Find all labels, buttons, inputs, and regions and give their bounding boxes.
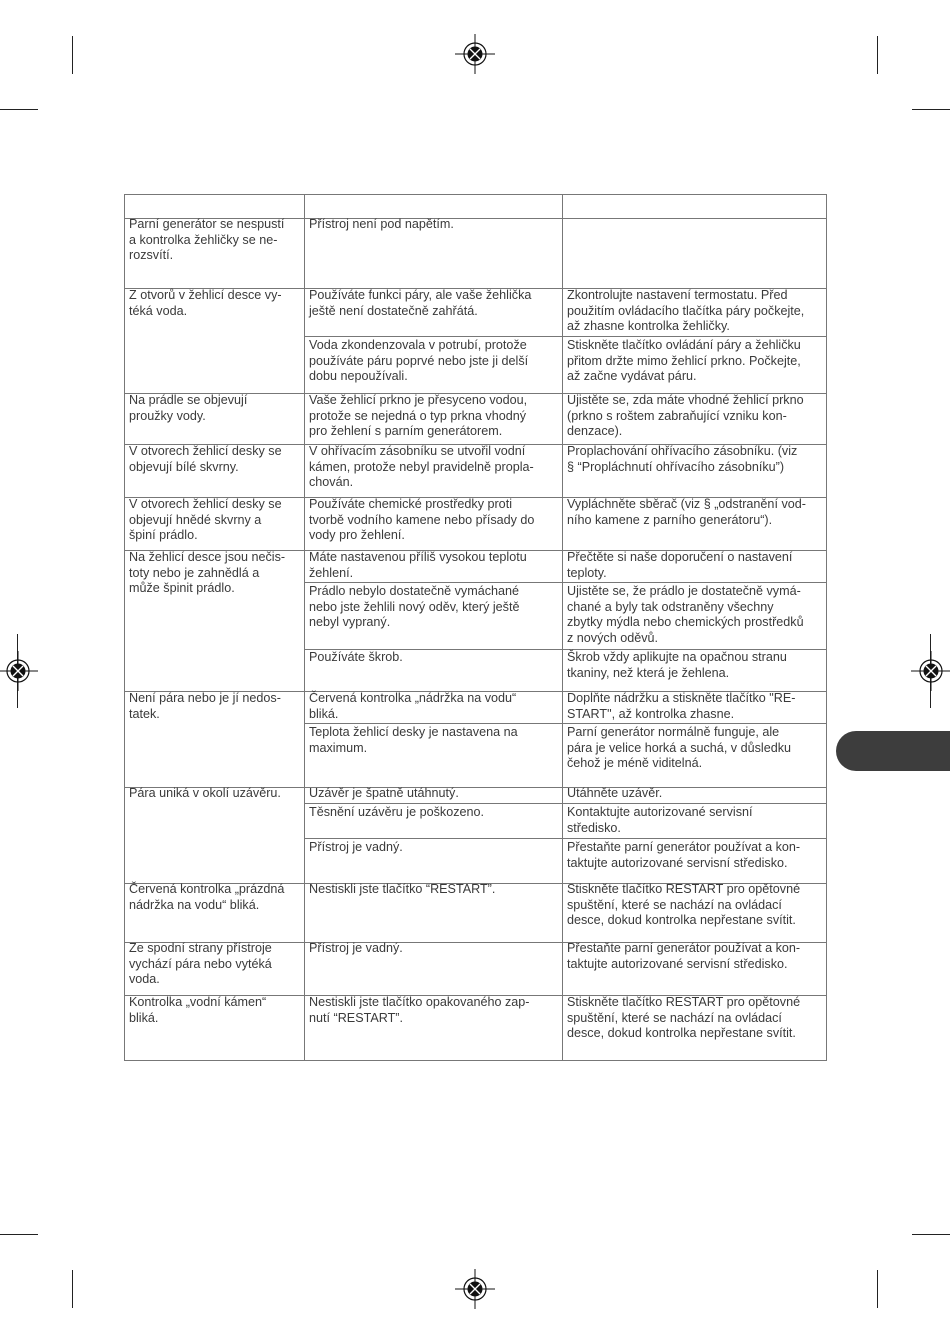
crop-mark <box>912 109 950 110</box>
solution-cell: Škrob vždy aplikujte na opačnou stranu tkaniny, než která je žehlena. <box>567 650 787 680</box>
problem-cell: Pára uniká v okolí uzávěru. <box>129 786 281 800</box>
problem-cell: Červená kontrolka „prázdná nádržka na vodu“ bliká. <box>129 882 285 912</box>
cause-cell: Máte nastavenou příliš vysokou teplotu žehlení. <box>309 550 527 580</box>
problem-cell: Z otvorů v žehlicí desce vy- téká voda. <box>129 288 282 318</box>
solution-cell: Přečtěte si naše doporučení o nastavení teploty. <box>567 550 793 580</box>
solution-cell: Ujistěte se, zda máte vhodné žehlicí prkno (prkno s roštem zabraňující vzniku kon- denzace). <box>567 393 804 439</box>
cause-cell: Používáte funkci páry, ale vaše žehlička ještě není dostatečně zahřátá. <box>309 288 532 318</box>
solution-cell: Stiskněte tlačítko RESTART pro opětovné spuštění, které se nachází na ovládací desce, dokud kontrolka nepřestane svítit. <box>567 882 801 928</box>
subrow-divider <box>304 838 826 839</box>
problem-cell: V otvorech žehlicí desky se objevují hnědé skvrny a špiní prádlo. <box>129 497 282 543</box>
cause-cell: Uzávěr je špatně utáhnutý. <box>309 786 459 800</box>
subrow-divider <box>304 336 826 337</box>
cause-cell: Nestiskli jste tlačítko “RESTART”. <box>309 882 496 896</box>
solution-cell: Vypláchněte sběrač (viz § „odstranění vod- ního kamene z parního generátoru“). <box>567 497 806 527</box>
solution-cell: Přestaňte parní generátor používat a kon- taktujte autorizované servisní středisko. <box>567 840 801 870</box>
cause-cell: Teplota žehlicí desky je nastavena na maximum. <box>309 725 518 755</box>
cause-cell: Vaše žehlicí prkno je přesyceno vodou, protože se nejedná o typ prkna vhodný pro žehlení s parním generátorem. <box>309 393 528 439</box>
registration-mark-icon <box>455 34 495 74</box>
crop-mark <box>912 1234 950 1235</box>
cause-cell: Těsnění uzávěru je poškozeno. <box>309 805 485 819</box>
problem-cell: V otvorech žehlicí desky se objevují bílé skvrny. <box>129 444 282 474</box>
problem-cell: Na prádle se objevují proužky vody. <box>129 393 248 423</box>
problem-cell: Není pára nebo je jí nedos- tatek. <box>129 691 281 721</box>
column-divider <box>304 195 305 1060</box>
cause-cell: Přístroj je vadný. <box>309 941 403 955</box>
troubleshooting-table <box>124 194 827 1061</box>
crop-mark <box>72 1270 73 1308</box>
solution-cell: Doplňte nádržku a stiskněte tlačítko "RE- START", až kontrolka zhasne. <box>567 691 796 721</box>
solution-cell: Proplachování ohřívacího zásobníku. (viz § “Propláchnutí ohřívacího zásobníku”) <box>567 444 798 474</box>
cause-cell: Používáte škrob. <box>309 650 403 664</box>
problem-cell: Kontrolka „vodní kámen“ bliká. <box>129 995 267 1025</box>
registration-mark-icon <box>911 651 950 691</box>
subrow-divider <box>304 723 826 724</box>
crop-mark <box>72 36 73 74</box>
problem-cell: Ze spodní strany přístroje vychází pára nebo vytéká voda. <box>129 941 272 987</box>
cause-cell: Přístroj není pod napětím. <box>309 217 454 231</box>
solution-cell: Utáhněte uzávěr. <box>567 786 663 800</box>
table-header-row <box>125 195 826 219</box>
cause-cell: Přístroj je vadný. <box>309 840 403 854</box>
solution-cell: Parní generátor normálně funguje, ale pára je velice horká a suchá, v důsledku čehož je méně viditelná. <box>567 725 792 771</box>
cause-cell: Prádlo nebylo dostatečně vymáchané nebo jste žehlili nový oděv, který ještě nebyl vypraný. <box>309 584 520 630</box>
solution-cell: Zkontrolujte nastavení termostatu. Před použitím ovládacího tlačítka páry počkejte, až zhasne kontrolka žehličky. <box>567 288 805 334</box>
cause-cell: Červená kontrolka „nádržka na vodu“ bliká. <box>309 691 517 721</box>
subrow-divider <box>304 582 826 583</box>
cause-cell: Používáte chemické prostředky proti tvorbě vodního kamene nebo přísady do vody pro žehlení. <box>309 497 535 543</box>
column-divider <box>562 195 563 1060</box>
solution-cell: Ujistěte se, že prádlo je dostatečně vymá- chané a byly tak odstraněny všechny zbytky mýdla nebo chemických prostředků z nových oděvů. <box>567 584 804 645</box>
problem-cell: Parní generátor se nespustí a kontrolka žehličky se ne- rozsvítí. <box>129 217 285 263</box>
crop-mark <box>0 1234 38 1235</box>
crop-mark <box>877 36 878 74</box>
solution-cell: Kontaktujte autorizované servisní středisko. <box>567 805 753 835</box>
registration-mark-icon <box>0 651 38 691</box>
solution-cell: Přestaňte parní generátor používat a kon- taktujte autorizované servisní středisko. <box>567 941 801 971</box>
cause-cell: Voda zkondenzovala v potrubí, protože používáte páru poprvé nebo jste ji delší dobu nepoužívali. <box>309 338 529 384</box>
cause-cell: V ohřívacím zásobníku se utvořil vodní kámen, protože nebyl pravidelně propla- chován. <box>309 444 534 490</box>
subrow-divider <box>304 803 826 804</box>
crop-mark <box>877 1270 878 1308</box>
cause-cell: Nestiskli jste tlačítko opakovaného zap- nutí “RESTART”. <box>309 995 530 1025</box>
problem-cell: Na žehlicí desce jsou nečis- toty nebo je zahnědlá a může špinit prádlo. <box>129 550 286 596</box>
crop-mark <box>0 109 38 110</box>
registration-mark-icon <box>455 1269 495 1309</box>
solution-cell: Stiskněte tlačítko RESTART pro opětovné spuštění, které se nachází na ovládací desce, dokud kontrolka nepřestane svítit. <box>567 995 801 1041</box>
solution-cell: Stiskněte tlačítko ovládání páry a žehličku přitom držte mimo žehlicí prkno. Počkejte, až začne vydávat páru. <box>567 338 801 384</box>
page-tab-marker <box>836 731 950 771</box>
